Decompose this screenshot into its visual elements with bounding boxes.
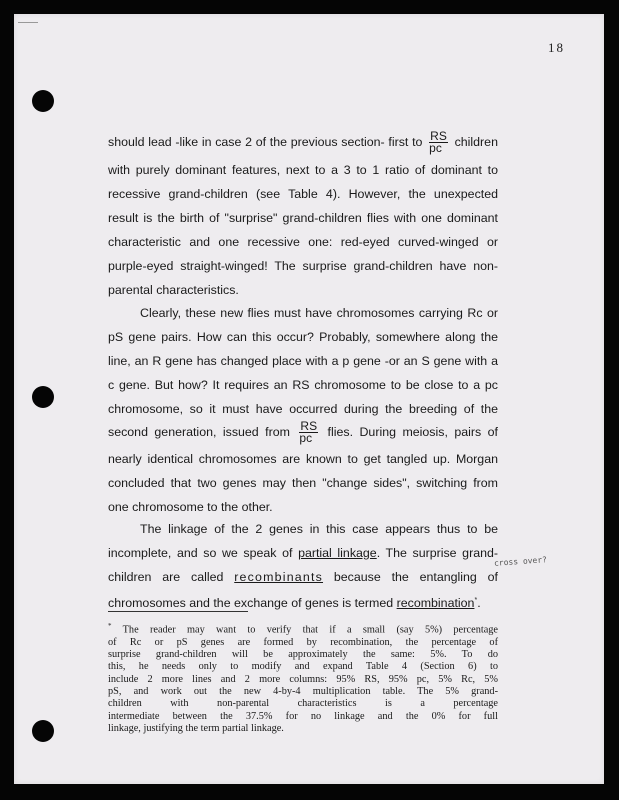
text-line: chromosome, so it must have occurred during the breeding of the [108, 402, 498, 416]
text-line: result is the birth of "surprise" grand-children flies with one dominant [108, 211, 498, 225]
text-line: pS gene pairs. How can this occur? Probably, somewhere along the [108, 330, 498, 344]
footnote-rule [108, 611, 248, 612]
text-line: nearly identical chromosomes are known to get tangled up. Morgan [108, 452, 498, 466]
text-line: children are called recombinants because the entangling of [108, 570, 499, 584]
punch-hole-middle [32, 386, 54, 408]
punch-hole-bottom [32, 720, 54, 742]
text-line: one chromosome to the other. [108, 500, 273, 514]
term-partial-linkage: partial linkage [298, 546, 377, 560]
text-line: incomplete, and so we speak of partial linkage. The surprise grand- [108, 546, 498, 560]
term-recombinants: recombinants [234, 570, 324, 584]
footnote-line: pS, and work out the new 4-by-4 multiplication table. The 5% grand- [108, 685, 498, 697]
footnote-line: intermediate between the 37.5% for no linkage and the 0% for full [108, 710, 498, 722]
footnote-line: linkage, justifying the term partial linkage. [108, 722, 284, 734]
text-line: line, an R gene has changed place with a p gene -or an S gene with a [108, 354, 498, 368]
text-line: chromosomes and the exchange of genes is termed recombination*. [108, 596, 481, 611]
text-line: characteristic and one recessive one: red-eyed curved-winged or [108, 235, 498, 249]
text-line: Clearly, these new flies must have chromosomes carrying Rc or [140, 306, 498, 320]
text-line: The linkage of the 2 genes in this case appears thus to be [140, 522, 498, 536]
page-number: 18 [548, 40, 565, 55]
footnote-ref: * [474, 597, 478, 604]
text-line: parental characteristics. [108, 283, 239, 297]
footnote-line: * The reader may want to verify that if a small (say 5%) percentage [108, 622, 498, 636]
text-line: concluded that two genes may then "change sides", switching from [108, 476, 498, 490]
footnote [108, 620, 508, 735]
handwritten-annotation: cross over? [493, 555, 548, 568]
fraction-rs-pc: $\frac{RS}{pc}$ [429, 129, 447, 156]
text-line: recessive grand-children (see Table 4). However, the unexpected [108, 187, 498, 201]
footnote-line: of Rc or pS genes are formed by recombination, the percentage of [108, 636, 498, 648]
text-line: second generation, issued from $\frac{RS}{pc}$ flies. During meiosis, pairs of [108, 419, 498, 446]
text-line: purple-eyed straight-winged! The surprise grand-children have non- [108, 259, 498, 273]
fraction-rs-pc: $\frac{RS}{pc}$ [299, 419, 318, 446]
footnote-line: surprise grand-children will be approximately the same: 5%. To do [108, 649, 498, 661]
text-line: with purely dominant features, next to a 3 to 1 ratio of dominant to [108, 163, 498, 177]
text-line: c gene. But how? It requires an RS chromosome to be close to a pc [108, 378, 498, 392]
footnote-line: children with non-parental characteristics is a percentage [108, 698, 498, 710]
footnote-line: this, he needs only to modify and expand Table 4 (Section 6) to [108, 661, 498, 673]
text-line: should lead -like in case 2 of the previous section- first to $\frac{RS}{pc}$ children [108, 129, 498, 156]
punch-hole-top [32, 90, 54, 112]
corner-mark [18, 22, 38, 23]
footnote-line: include 2 more lines and 2 more columns: 95% RS, 95% pc, 5% Rc, 5% [108, 673, 498, 685]
term-recombination: recombination [396, 596, 475, 611]
